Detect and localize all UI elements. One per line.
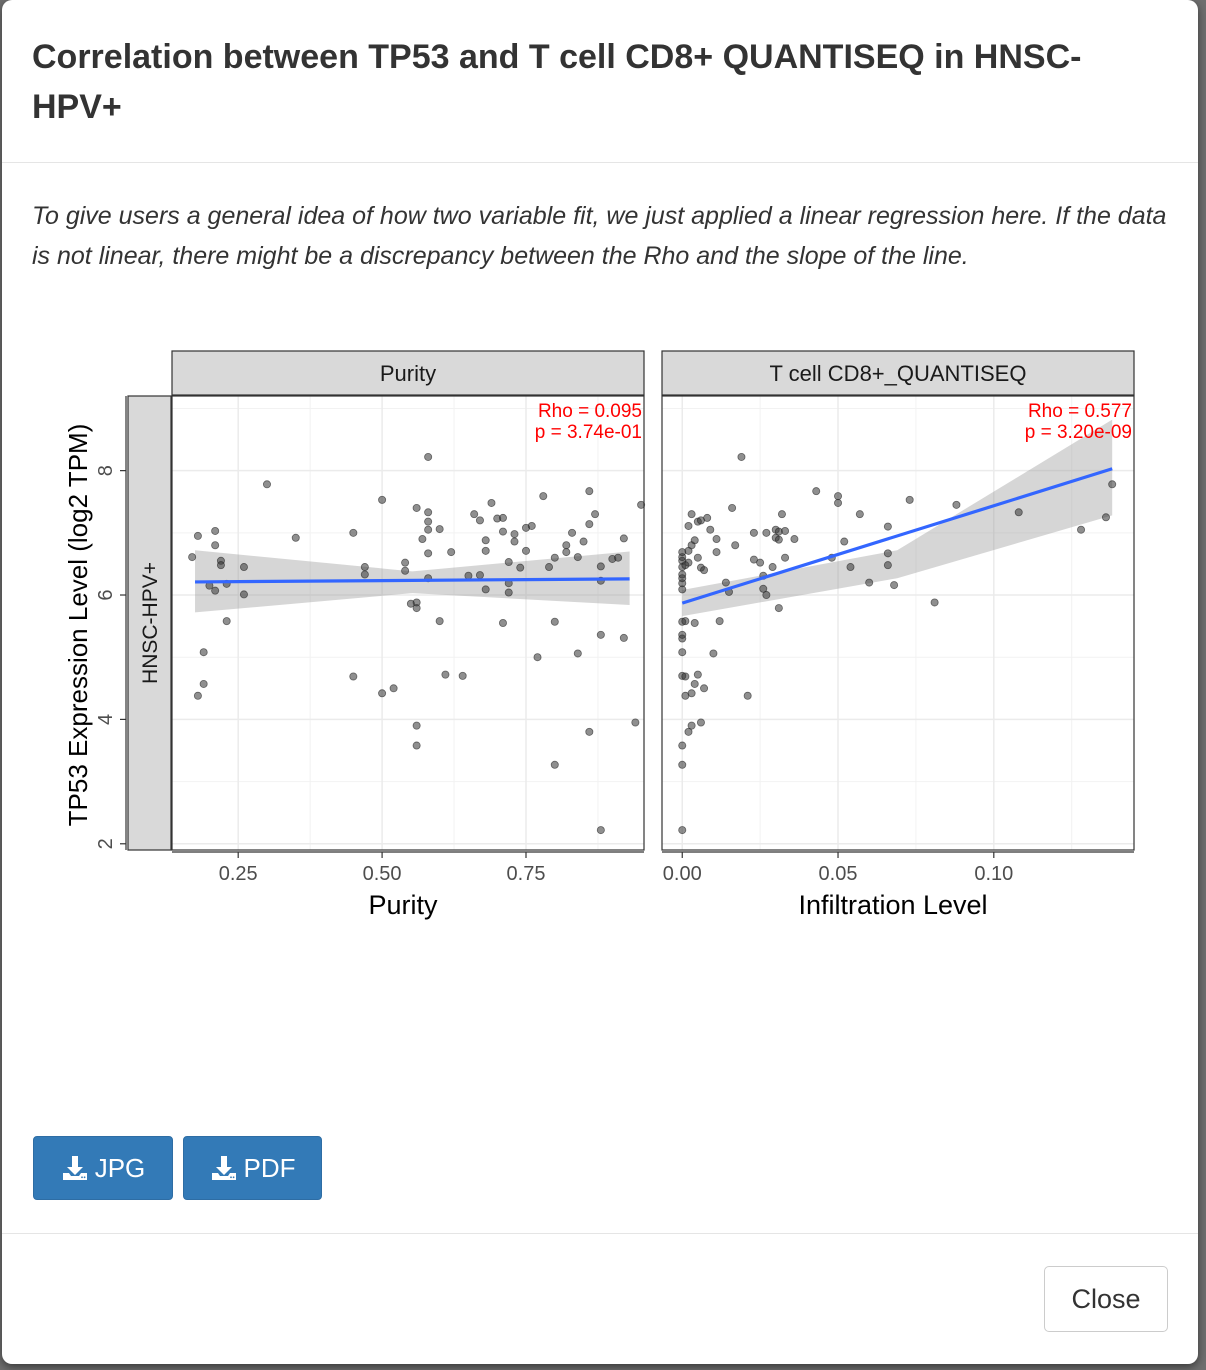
data-point [574, 650, 581, 657]
data-point [511, 538, 518, 545]
data-point [884, 550, 891, 557]
data-point [682, 673, 689, 680]
data-point [528, 522, 535, 529]
data-point [551, 761, 558, 768]
data-point [402, 567, 409, 574]
data-point [781, 527, 788, 534]
data-point [194, 532, 201, 539]
data-point [448, 549, 455, 556]
data-point [691, 537, 698, 544]
data-point [591, 511, 598, 518]
data-point [476, 517, 483, 524]
row-strip-label: HNSC-HPV+ [139, 562, 162, 684]
data-point [694, 554, 701, 561]
data-point [522, 547, 529, 554]
x-tick-label: 0.25 [218, 863, 258, 885]
data-point [563, 549, 570, 556]
data-point [775, 536, 782, 543]
y-tick-label: 4 [95, 713, 117, 725]
data-point [200, 680, 207, 687]
data-point [679, 631, 686, 638]
data-point [499, 514, 506, 521]
data-point [713, 535, 720, 542]
data-point [568, 529, 575, 536]
data-point [292, 534, 299, 541]
data-point [361, 571, 368, 578]
close-button[interactable]: Close [1044, 1266, 1168, 1332]
data-point [212, 587, 219, 594]
data-point [425, 518, 432, 525]
modal-dialog [2, 0, 1198, 1364]
data-point [688, 690, 695, 697]
y-axis-title: TP53 Expression Level (log2 TPM) [63, 423, 93, 827]
data-point [738, 453, 745, 460]
data-point [212, 542, 219, 549]
data-point [679, 571, 686, 578]
data-point [240, 591, 247, 598]
y-tick-label: 8 [95, 465, 117, 477]
data-point [791, 535, 798, 542]
data-point [442, 671, 449, 678]
data-point [953, 501, 960, 508]
download-pdf-button[interactable] [183, 1136, 322, 1200]
data-point [679, 761, 686, 768]
data-point [499, 528, 506, 535]
data-point [482, 547, 489, 554]
data-point [482, 537, 489, 544]
data-point [679, 649, 686, 656]
data-point [1102, 514, 1109, 521]
data-point [597, 631, 604, 638]
data-point [728, 504, 735, 511]
data-point [419, 535, 426, 542]
data-point [361, 563, 368, 570]
panel-strip-label: T cell CD8+_QUANTISEQ [769, 361, 1027, 386]
data-point [505, 589, 512, 596]
data-point [378, 496, 385, 503]
data-point [240, 563, 247, 570]
data-point [834, 499, 841, 506]
data-point [350, 673, 357, 680]
data-point [390, 685, 397, 692]
data-point [200, 649, 207, 656]
data-point [597, 826, 604, 833]
data-point [476, 572, 483, 579]
data-point [413, 722, 420, 729]
data-point [436, 525, 443, 532]
data-point [856, 511, 863, 518]
data-point [884, 562, 891, 569]
download-pdf-label: PDF [243, 1153, 296, 1183]
data-point [722, 579, 729, 586]
data-point [691, 619, 698, 626]
data-point [413, 504, 420, 511]
data-point [763, 529, 770, 536]
data-point [906, 496, 913, 503]
download-jpg-button[interactable] [33, 1136, 173, 1200]
data-point [700, 567, 707, 574]
data-point [685, 559, 692, 566]
data-point [685, 522, 692, 529]
data-point [632, 719, 639, 726]
regression-note: To give users a general idea of how two variable fit, we just applied a linear regression here. If the data is not linear, there might be a discrepancy between the Rho and the slope of the line. [32, 202, 1167, 270]
data-point [1015, 509, 1022, 516]
data-point [482, 586, 489, 593]
data-point [488, 499, 495, 506]
data-point [620, 535, 627, 542]
y-tick-label: 6 [95, 589, 117, 601]
data-point [413, 742, 420, 749]
x-tick-label: 0.50 [362, 863, 402, 885]
x-tick-label: 0.00 [662, 863, 702, 885]
data-point [425, 509, 432, 516]
data-point [866, 579, 873, 586]
data-point [465, 572, 472, 579]
data-point [517, 564, 524, 571]
data-point [688, 722, 695, 729]
data-point [694, 671, 701, 678]
download-icon [210, 1154, 238, 1182]
data-point [586, 488, 593, 495]
data-point [1077, 526, 1084, 533]
rho-annotation: Rho = 0.577 [1027, 401, 1132, 422]
p-value-annotation: p = 3.20e-09 [1024, 422, 1132, 443]
data-point [931, 599, 938, 606]
x-tick-label: 0.10 [974, 863, 1014, 885]
data-point [534, 654, 541, 661]
data-point [688, 511, 695, 518]
data-point [597, 563, 604, 570]
download-jpg-label: JPG [94, 1153, 146, 1183]
data-point [471, 511, 478, 518]
data-point [545, 563, 552, 570]
p-value-annotation: p = 3.74e-01 [534, 422, 642, 443]
data-point [425, 453, 432, 460]
data-point [884, 523, 891, 530]
data-point [511, 530, 518, 537]
data-point [710, 650, 717, 657]
x-tick-label: 0.05 [818, 863, 858, 885]
modal-footer [2, 1233, 1198, 1364]
data-point [891, 581, 898, 588]
data-point [769, 563, 776, 570]
data-point [704, 514, 711, 521]
data-point [212, 527, 219, 534]
data-point [713, 549, 720, 556]
data-point [697, 719, 704, 726]
data-point [425, 526, 432, 533]
data-point [841, 538, 848, 545]
modal-title: Correlation between TP53 and T cell CD8+ QUANTISEQ in HNSC-HPV+ [32, 38, 1082, 126]
data-point [750, 529, 757, 536]
data-point [682, 618, 689, 625]
rho-annotation: Rho = 0.095 [537, 401, 642, 422]
data-point [757, 559, 764, 566]
y-tick-label: 2 [95, 838, 117, 850]
data-point [563, 542, 570, 549]
panel-strip-label: Purity [379, 361, 437, 386]
data-point [778, 511, 785, 518]
data-point [194, 692, 201, 699]
data-point [700, 685, 707, 692]
data-point [1109, 481, 1116, 488]
data-point [763, 591, 770, 598]
data-point [586, 728, 593, 735]
data-point [217, 562, 224, 569]
data-point [813, 488, 820, 495]
data-point [586, 521, 593, 528]
data-point [540, 493, 547, 500]
download-icon [61, 1154, 89, 1182]
data-point [505, 558, 512, 565]
data-point [263, 481, 270, 488]
data-point [223, 618, 230, 625]
data-point [847, 563, 854, 570]
data-point [413, 604, 420, 611]
data-point [781, 554, 788, 561]
data-point [189, 553, 196, 560]
x-axis-title: Purity [368, 890, 438, 920]
data-point [574, 553, 581, 560]
data-point [402, 559, 409, 566]
data-point [614, 554, 621, 561]
data-point [679, 826, 686, 833]
data-point [350, 529, 357, 536]
data-point [707, 526, 714, 533]
data-point [459, 672, 466, 679]
data-point [551, 618, 558, 625]
modal-header [2, 0, 1198, 163]
data-point [551, 554, 558, 561]
data-point [744, 692, 751, 699]
x-tick-label: 0.75 [506, 863, 546, 885]
data-point [732, 542, 739, 549]
data-point [834, 493, 841, 500]
data-point [580, 538, 587, 545]
data-point [691, 680, 698, 687]
data-point [425, 550, 432, 557]
data-point [378, 690, 385, 697]
data-point [436, 618, 443, 625]
data-point [679, 742, 686, 749]
data-point [620, 634, 627, 641]
x-axis-title: Infiltration Level [798, 890, 988, 920]
correlation-scatter-plot [2, 330, 1198, 930]
data-point [775, 604, 782, 611]
data-point [499, 619, 506, 626]
data-point [716, 618, 723, 625]
